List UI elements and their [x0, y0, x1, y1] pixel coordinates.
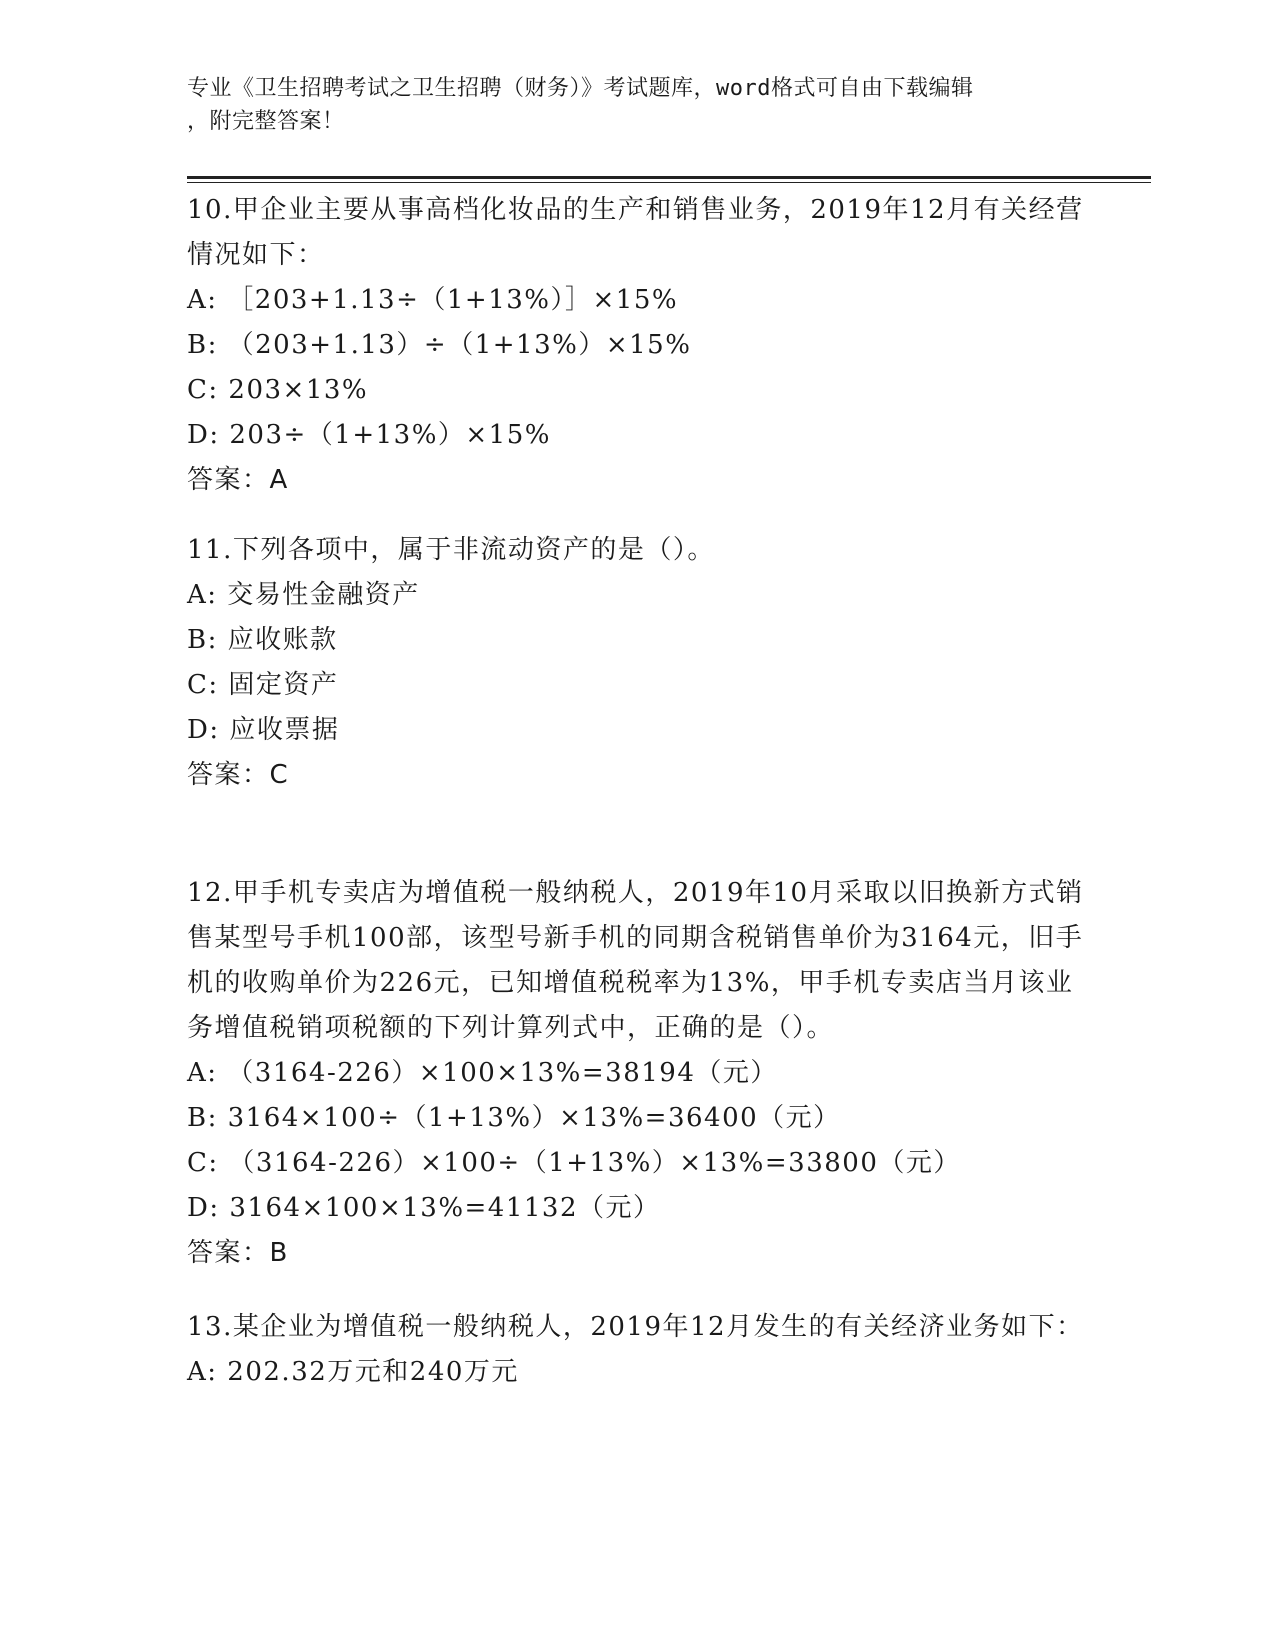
question-stem: 10.甲企业主要从事高档化妆品的生产和销售业务，2019年12月有关经营情况如下：	[187, 195, 1084, 270]
option-d: D: 3164×100×13%=41132（元）	[187, 1193, 661, 1223]
question-11	[187, 528, 1087, 798]
question-10	[187, 188, 1087, 503]
question-stem: 12.甲手机专卖店为增值税一般纳税人，2019年10月采取以旧换新方式销售某型号手机100部，该型号新手机的同期含税销售单价为3164元，旧手机的收购单价为226元，已知增值税税率为13%，甲手机专卖店当月该业务增值税销项税额的下列计算列式中，正确的是（）。	[187, 878, 1084, 1043]
option-a: A: 202.32万元和240万元	[187, 1357, 519, 1387]
option-b: B: 3164×100÷（1+13%）×13%=36400（元）	[187, 1103, 841, 1133]
option-d: D: 应收票据	[187, 715, 340, 745]
option-b: B: 应收账款	[187, 625, 338, 655]
question-stem: 11.下列各项中，属于非流动资产的是（）。	[187, 535, 715, 565]
option-c: C: 固定资产	[187, 670, 339, 700]
option-a: A: （3164-226）×100×13%=38194（元）	[187, 1058, 778, 1088]
question-13	[187, 1305, 1087, 1395]
answer: 答案：A	[187, 465, 289, 495]
header-line-2: ，附完整答案！	[187, 109, 345, 134]
answer: 答案：C	[187, 760, 290, 790]
header-divider-thin	[187, 182, 1151, 183]
header-divider-thick	[187, 176, 1151, 179]
option-b: B: （203+1.13）÷（1+13%）×15%	[187, 330, 692, 360]
option-d: D: 203÷（1+13%）×15%	[187, 420, 551, 450]
question-stem: 13.某企业为增值税一般纳税人，2019年12月发生的有关经济业务如下：	[187, 1312, 1084, 1342]
answer: 答案：B	[187, 1238, 289, 1268]
header-line-1: 专业《卫生招聘考试之卫生招聘（财务）》考试题库，word格式可自由下载编辑	[187, 76, 974, 101]
option-c: C: 203×13%	[187, 375, 369, 405]
option-c: C: （3164-226）×100÷（1+13%）×13%=33800（元）	[187, 1148, 961, 1178]
option-a: A: ［203+1.13÷（1+13%）］×15%	[187, 285, 679, 315]
document-header	[187, 72, 1067, 138]
option-a: A: 交易性金融资产	[187, 580, 420, 610]
question-12	[187, 871, 1087, 1276]
